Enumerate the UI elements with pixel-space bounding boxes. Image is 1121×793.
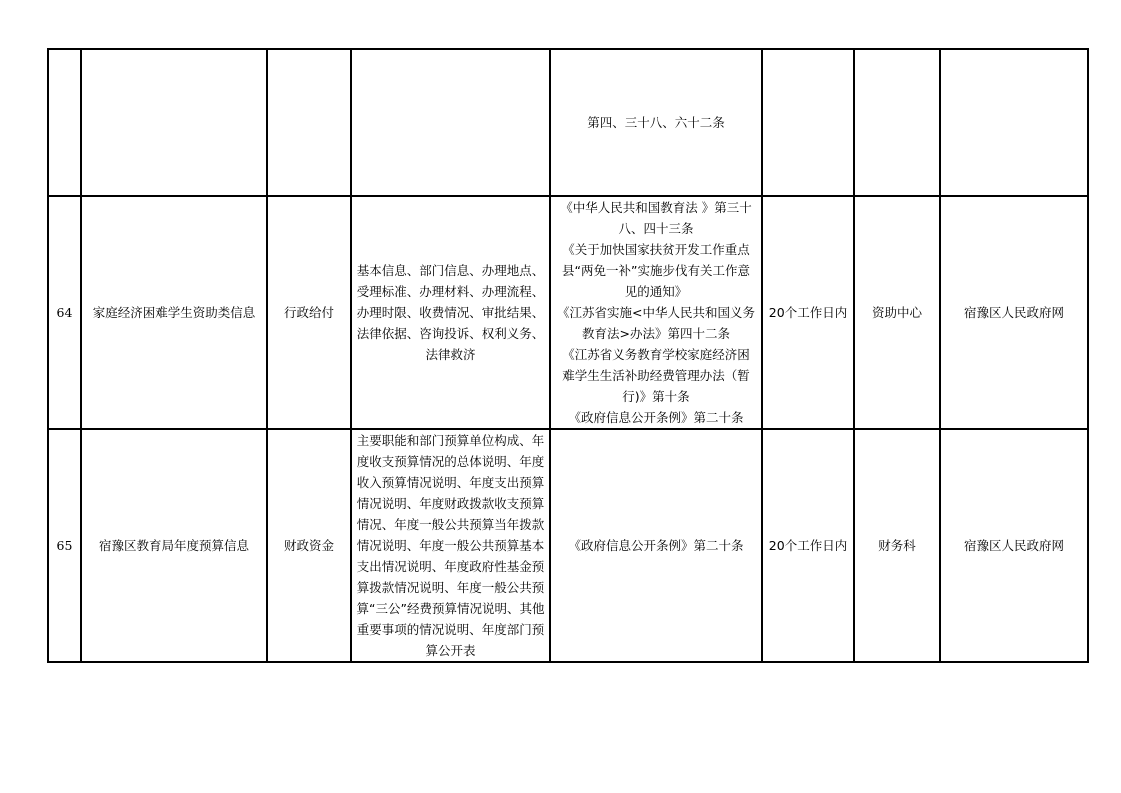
table-row xyxy=(48,196,1088,429)
basis-line: 县“两免一补”实施步伐有关工作意 xyxy=(562,263,750,278)
info-content xyxy=(351,429,550,662)
legal-basis xyxy=(550,429,762,662)
info-content xyxy=(351,49,550,196)
responsible-department: 财务科 xyxy=(854,429,940,662)
basis-line: 教育法>办法》第四十二条 xyxy=(582,326,730,341)
basis-line: 难学生生活补助经费管理办法（暂 xyxy=(562,368,750,383)
row-number: 64 xyxy=(48,196,81,429)
content-line: 情况、年度一般公共预算当年拨款 xyxy=(356,517,545,532)
basis-line: 《中华人民共和国教育法 》第三十 xyxy=(560,200,752,215)
disclosure-deadline xyxy=(762,49,854,196)
basis-line: 《关于加快国家扶贫开发工作重点 xyxy=(562,242,750,257)
basis-line: 《江苏省实施<中华人民共和国义务 xyxy=(557,305,755,320)
basis-line: 《政府信息公开条例》第二十条 xyxy=(568,410,744,425)
content-line: 算拨款情况说明、年度一般公共预 xyxy=(356,580,545,595)
content-line: 收入预算情况说明、年度支出预算 xyxy=(356,475,545,490)
content-line: 算“三公”经费预算情况说明、其他 xyxy=(356,601,545,616)
basis-line: 八、四十三条 xyxy=(618,221,694,236)
table-row xyxy=(48,429,1088,662)
legal-basis xyxy=(550,196,762,429)
content-line: 办理时限、收费情况、审批结果、 xyxy=(356,305,545,320)
basis-line: 《江苏省义务教育学校家庭经济困 xyxy=(562,347,750,362)
table-row xyxy=(48,49,1088,196)
content-line: 支出情况说明、年度政府性基金预 xyxy=(356,559,545,574)
info-category xyxy=(267,49,351,196)
disclosure-deadline: 20个工作日内 xyxy=(762,429,854,662)
basis-line: 行)》第十条 xyxy=(622,389,690,404)
disclosure-channel: 宿豫区人民政府网 xyxy=(940,429,1088,662)
basis-line: 《政府信息公开条例》第二十条 xyxy=(568,538,744,553)
content-line: 主要职能和部门预算单位构成、年 xyxy=(356,433,545,448)
info-category: 行政给付 xyxy=(267,196,351,429)
responsible-department: 资助中心 xyxy=(854,196,940,429)
content-line: 情况说明、年度财政拨款收支预算 xyxy=(356,496,545,511)
disclosure-table xyxy=(47,48,1089,663)
disclosure-channel xyxy=(940,49,1088,196)
legal-basis xyxy=(550,49,762,196)
disclosure-channel: 宿豫区人民政府网 xyxy=(940,196,1088,429)
content-line: 重要事项的情况说明、年度部门预 xyxy=(356,622,545,637)
basis-line: 见的通知》 xyxy=(624,284,688,299)
content-line: 法律救济 xyxy=(425,347,476,362)
row-number: 65 xyxy=(48,429,81,662)
content-line: 算公开表 xyxy=(425,643,476,658)
content-line: 度收支预算情况的总体说明、年度 xyxy=(356,454,545,469)
info-content xyxy=(351,196,550,429)
content-line: 基本信息、部门信息、办理地点、 xyxy=(356,263,545,278)
content-line: 情况说明、年度一般公共预算基本 xyxy=(356,538,545,553)
info-name: 家庭经济困难学生资助类信息 xyxy=(81,196,267,429)
info-category: 财政资金 xyxy=(267,429,351,662)
basis-line: 第四、三十八、六十二条 xyxy=(587,115,725,130)
content-line: 法律依据、咨询投诉、权利义务、 xyxy=(356,326,545,341)
info-name xyxy=(81,49,267,196)
disclosure-deadline: 20个工作日内 xyxy=(762,196,854,429)
info-name: 宿豫区教育局年度预算信息 xyxy=(81,429,267,662)
content-line: 受理标准、办理材料、办理流程、 xyxy=(356,284,545,299)
responsible-department xyxy=(854,49,940,196)
row-number xyxy=(48,49,81,196)
